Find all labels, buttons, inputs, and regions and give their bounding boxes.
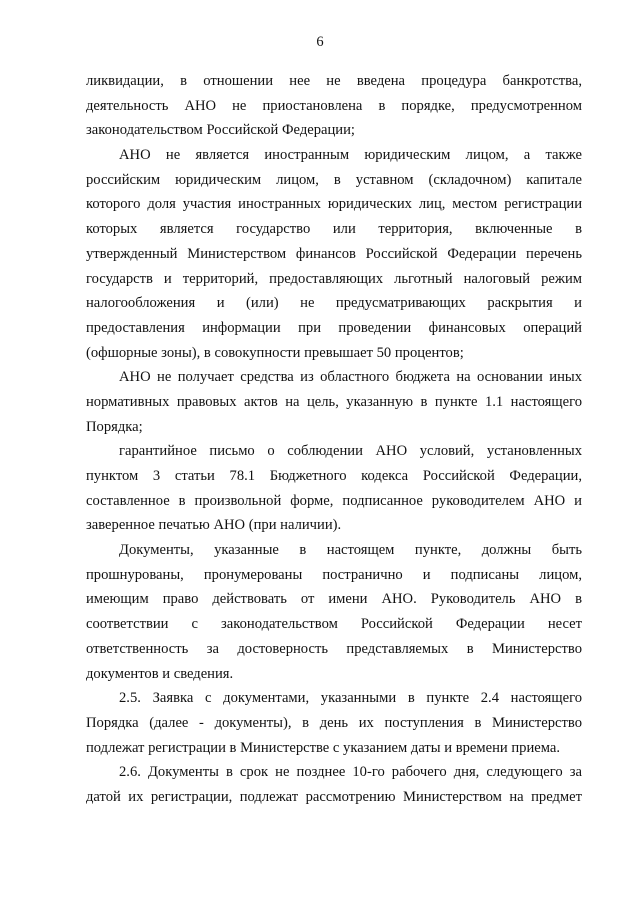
text-line: составленное в произвольной форме, подписанное руководителем АНО и: [86, 492, 582, 509]
text-line: подлежат регистрации в Министерстве с указанием даты и времени приема.: [86, 739, 561, 756]
text-line: имеющим право действовать от имени АНО. Руководитель АНО в: [86, 591, 582, 608]
text-line: гарантийное письмо о соблюдении АНО условий, установленных: [119, 443, 582, 460]
text-line: утвержденный Министерством финансов Российской Федерации перечень: [86, 245, 582, 262]
text-line: ликвидации, в отношении нее не введена процедура банкротства,: [86, 73, 582, 89]
text-line: АНО не является иностранным юридическим лицом, а также: [119, 147, 582, 164]
text-line: законодательством Российской Федерации;: [86, 122, 355, 139]
text-line: нормативных правовых актов на цель, указанную в пункте 1.1 настоящего: [86, 393, 582, 410]
text-line: ответственность за достоверность представляемых в Министерство: [86, 640, 582, 657]
text-line: документов и сведения.: [86, 665, 234, 682]
text-line: Порядка (далее - документы), в день их поступления в Министерство: [86, 714, 582, 731]
text-line: государств и территорий, предоставляющих льготный налоговый режим: [86, 270, 582, 287]
text-line: налогообложения и (или) не предусматривающих раскрытия и: [86, 295, 582, 312]
text-line: пунктом 3 статьи 78.1 Бюджетного кодекса Российской Федерации,: [86, 468, 582, 484]
text-line: Порядка;: [86, 418, 143, 435]
page-number: 6: [316, 34, 324, 50]
text-line: которого доля участия иностранных юридических лиц, местом регистрации: [86, 196, 582, 213]
text-line: 2.5. Заявка с документами, указанными в пункте 2.4 настоящего: [119, 690, 582, 707]
text-line: (офшорные зоны), в совокупности превышает 50 процентов;: [86, 344, 464, 361]
text-line: Документы, указанные в настоящем пункте, должны быть: [119, 542, 582, 559]
text-line: 2.6. Документы в срок не позднее 10-го рабочего дня, следующего за: [119, 764, 582, 781]
text-line: АНО не получает средства из областного бюджета на основании иных: [119, 369, 582, 386]
text-line: прошнурованы, пронумерованы постранично и подписаны лицом,: [86, 566, 582, 583]
text-line: деятельность АНО не приостановлена в порядке, предусмотренном: [86, 97, 582, 114]
text-line: предоставления информации при проведении финансовых операций: [86, 319, 582, 336]
text-line: заверенное печатью АНО (при наличии).: [86, 517, 342, 534]
text-line: соответствии с законодательством Российской Федерации несет: [86, 616, 582, 633]
text-line: которых является государство или территория, включенные в: [86, 221, 582, 238]
text-line: датой их регистрации, подлежат рассмотрению Министерством на предмет: [86, 788, 582, 805]
document-body: [86, 69, 582, 810]
text-line: российским юридическим лицом, в уставном (складочном) капитале: [86, 171, 582, 188]
